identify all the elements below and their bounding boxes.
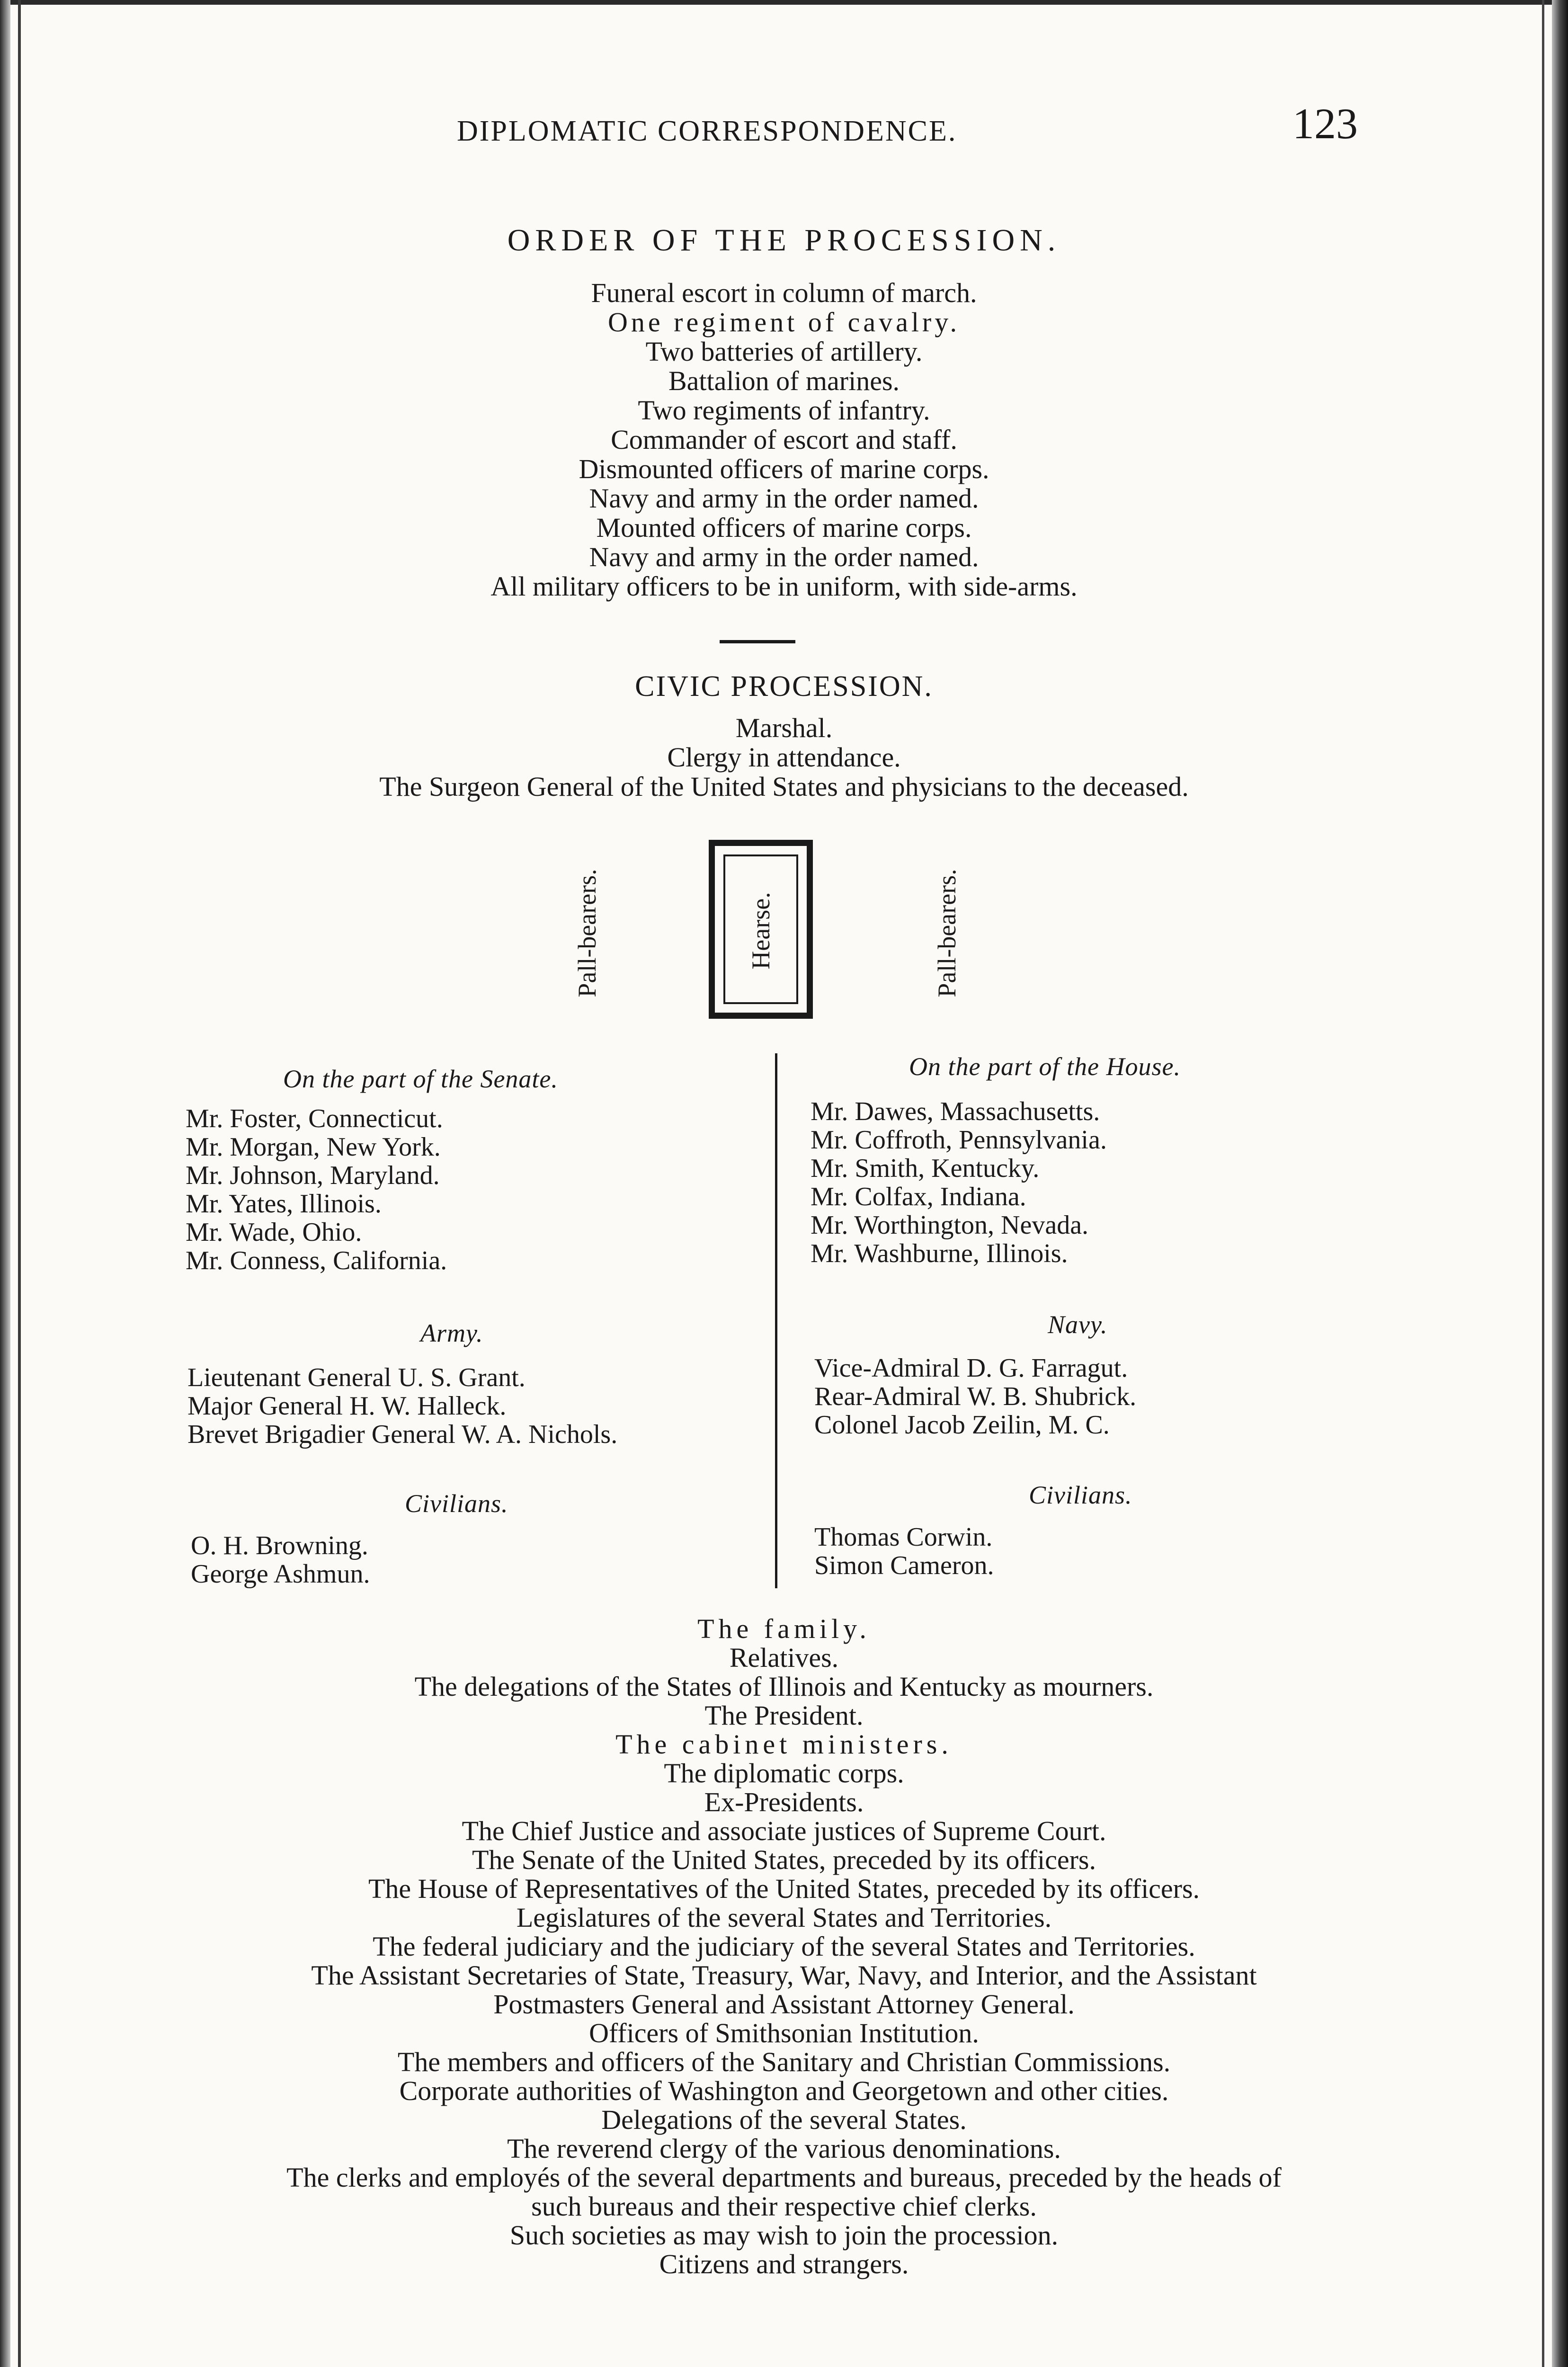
list-item: Commander of escort and staff. [611,424,957,455]
list-item: The Assistant Secretaries of State, Treasury, War, Navy, and Interior, and the Assistant [311,1960,1257,1991]
running-title: DIPLOMATIC CORRESPONDENCE. [457,115,957,147]
list-item: Colonel Jacob Zeilin, M. C. [814,1410,1110,1440]
list-item: Mr. Colfax, Indiana. [811,1182,1026,1211]
list-item: Postmasters General and Assistant Attorney General. [493,1989,1075,2020]
list-item: Two batteries of artillery. [645,336,923,367]
list-item: Corporate authorities of Washington and Georgetown and other cities. [399,2075,1169,2106]
list-item: Clergy in attendance. [667,742,901,773]
list-item: Funeral escort in column of march. [591,277,977,308]
list-item: Major General H. W. Halleck. [187,1391,507,1421]
list-item: Vice-Admiral D. G. Farragut. [814,1353,1128,1383]
house-list [811,1097,1107,1268]
navy-list [814,1354,1136,1439]
list-item: Mr. Foster, Connecticut. [186,1104,443,1133]
list-item: Battalion of marines. [668,365,900,396]
list-item: Brevet Brigadier General W. A. Nichols. [187,1420,618,1449]
list-item: The federal judiciary and the judiciary of the several States and Territories. [373,1931,1195,1962]
civilians-right-list [814,1523,994,1580]
list-item: Mr. Coffroth, Pennsylvania. [811,1125,1107,1155]
list-item: Lieutenant General U. S. Grant. [187,1363,526,1392]
navy-heading: Navy. [1048,1310,1108,1339]
army-heading: Army. [420,1319,483,1347]
senate-heading: On the part of the Senate. [283,1065,558,1093]
page-edge-top [0,0,1568,5]
list-item: Mr. Dawes, Massachusetts. [811,1097,1100,1126]
list-item: Navy and army in the order named. [589,483,979,514]
civic-title: CIVIC PROCESSION. [635,670,933,703]
senate-list [186,1104,447,1275]
civic-list [0,713,1568,801]
page-number: 123 [1292,99,1358,148]
list-item: The reverend clergy of the various denominations. [507,2133,1061,2164]
civilians-left-heading: Civilians. [405,1489,508,1518]
list-item: Marshal. [735,712,833,743]
list-item: Such societies as may wish to join the procession. [509,2220,1059,2251]
list-item: Delegations of the several States. [601,2104,967,2135]
civilians-left-list [191,1531,370,1588]
list-item: Two regiments of infantry. [638,395,930,426]
list-item: Mr. Smith, Kentucky. [811,1154,1040,1183]
list-item: The President. [704,1700,864,1731]
list-item: The delegations of the States of Illinois and Kentucky as mourners. [414,1671,1154,1702]
list-item: The Surgeon General of the United States and physicians to the deceased. [379,771,1189,802]
list-item: Rear-Admiral W. B. Shubrick. [814,1382,1137,1411]
order-title: ORDER OF THE PROCESSION. [507,223,1061,258]
army-list [187,1363,617,1449]
pallbearers-right-label: Pall-bearers. [933,869,961,997]
section-divider [720,640,795,643]
list-item: Mr. Johnson, Maryland. [186,1161,440,1190]
procession-list [0,1614,1568,2278]
list-item: Legislatures of the several States and Territories. [516,1902,1052,1933]
list-item: Mr. Wade, Ohio. [186,1218,362,1247]
list-item: O. H. Browning. [191,1531,368,1560]
list-item: Thomas Corwin. [814,1522,993,1552]
house-heading: On the part of the House. [909,1052,1181,1081]
list-item: All military officers to be in uniform, with side-arms. [490,571,1078,602]
list-item: Mr. Conness, California. [186,1246,447,1275]
list-item: Mr. Morgan, New York. [186,1132,441,1162]
list-item: Simon Cameron. [814,1551,994,1580]
list-item: The cabinet ministers. [615,1729,953,1760]
list-item: The House of Representatives of the United States, preceded by its officers. [368,1873,1200,1904]
list-item: Mr. Worthington, Nevada. [811,1210,1089,1240]
list-item: The diplomatic corps. [664,1758,904,1789]
hearse-label: Hearse. [747,892,775,970]
list-item: Mounted officers of marine corps. [596,512,972,543]
list-item: The Senate of the United States, preceded by its officers. [472,1844,1096,1875]
order-list [0,278,1568,601]
column-divider [775,1053,777,1588]
list-item: The Chief Justice and associate justices of Supreme Court. [462,1815,1106,1846]
pallbearers-left-label: Pall-bearers. [573,869,601,997]
list-item: Officers of Smithsonian Institution. [589,2018,979,2048]
list-item: Mr. Washburne, Illinois. [811,1239,1068,1268]
list-item: One regiment of cavalry. [608,307,960,338]
list-item: Navy and army in the order named. [589,542,979,572]
list-item: Ex-Presidents. [704,1787,864,1817]
list-item: Dismounted officers of marine corps. [579,454,989,484]
list-item: Mr. Yates, Illinois. [186,1189,382,1219]
list-item: The family. [697,1613,871,1644]
civilians-right-heading: Civilians. [1029,1481,1132,1509]
list-item: George Ashmun. [191,1559,370,1589]
list-item: Relatives. [729,1642,839,1673]
list-item: The clerks and employés of the several departments and bureaus, preceded by the heads of [286,2162,1282,2193]
list-item: The members and officers of the Sanitary and Christian Commissions. [397,2047,1171,2077]
list-item: Citizens and strangers. [659,2249,909,2279]
list-item: such bureaus and their respective chief clerks. [531,2191,1037,2222]
